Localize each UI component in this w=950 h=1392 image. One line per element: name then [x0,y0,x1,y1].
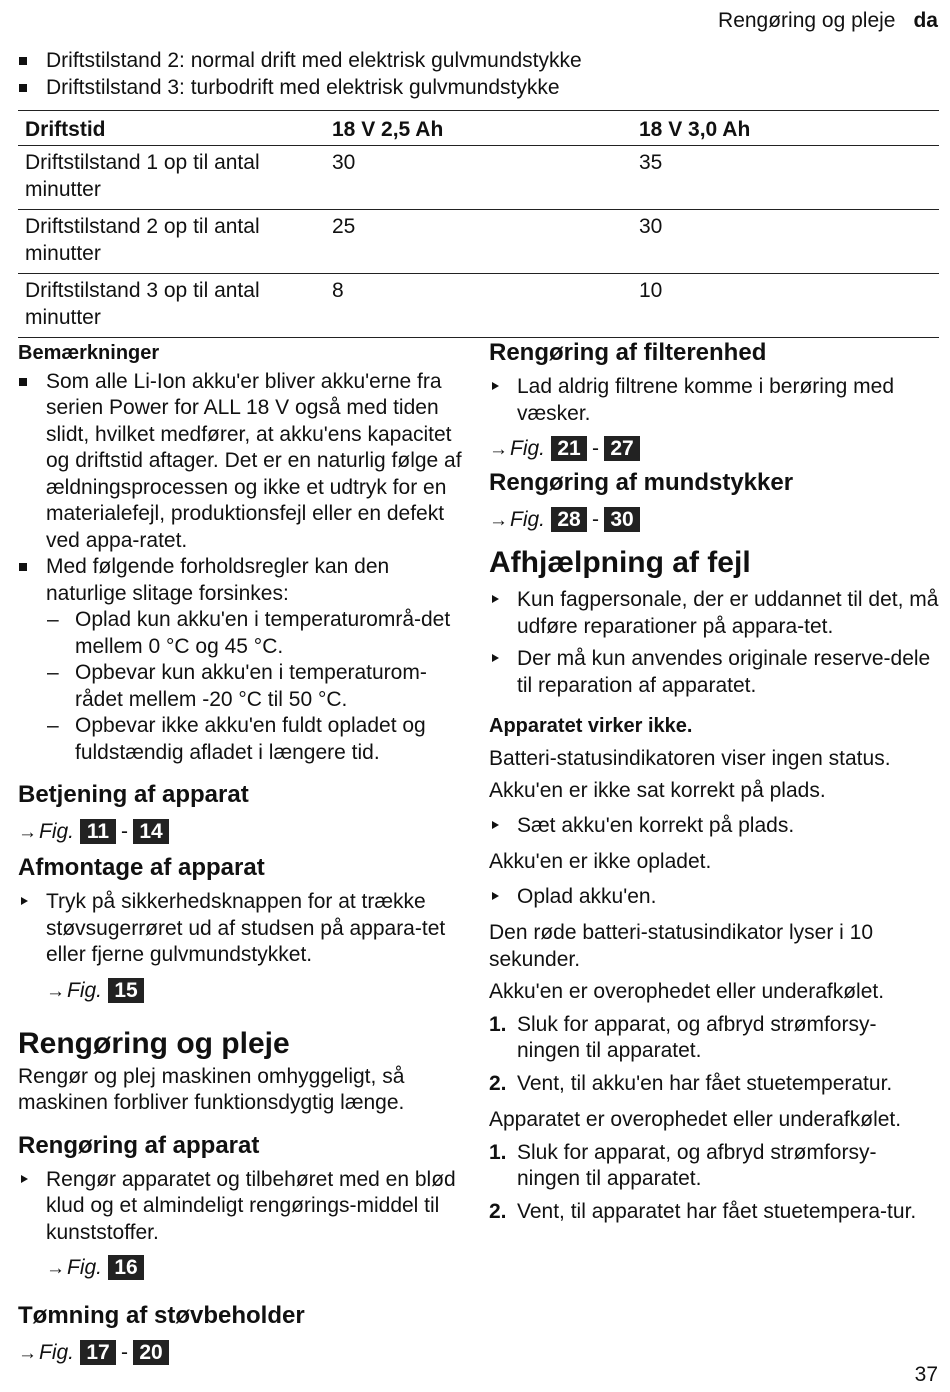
fault-text: Batteri-statusindikatoren viser ingen status. [489,746,891,770]
table-cell: Driftstilstand 2 op til antal minutter [25,215,260,265]
list-item: Som alle Li-Ion akku'er bliver akku'erne fra serien Power for ALL 18 V også med tiden slidt, hvilket medfører, at akku'ens kapacitet og driftstid aftager. Det er en naturlig følge af ældningsprocessen og ikke et udtryk for en materialefejl, produktionsfejl eller en defekt ved appa-ratet. [18,369,468,555]
table-row [18,146,939,210]
header-section: Rengøring og pleje [718,9,896,32]
instruction-item: Kun fagpersonale, der er uddannet til det, må udføre reparationer på appara-tet. [489,587,939,640]
figure-number: 14 [133,819,169,844]
right-column [489,336,939,1225]
figure-number: 28 [551,507,587,532]
figure-number: 11 [80,819,116,844]
table-cell: 10 [639,279,663,302]
arrow-icon: → [18,1343,37,1364]
sub-list-item: – Opbevar kun akku'en i temperaturom-rådet mellem -20 °C til 50 °C. [18,660,468,713]
mode-list [18,48,938,101]
fault-text: Akku'en er ikke sat korrekt på plads. [489,779,826,802]
table-header-row [18,111,939,146]
table-row [18,210,939,274]
figure-number: 16 [108,1255,144,1280]
nozzle-heading: Rengøring af mundstykker [489,469,794,496]
table-cell: 30 [332,151,356,174]
instruction-item: Der må kun anvendes originale reserve-dele til reparation af apparatet. [489,646,939,699]
arrow-icon: → [18,822,37,843]
runtime-table [18,110,939,338]
numbered-step: 1. Sluk for apparat, og afbryd strømforsy-ningen til apparatet. [489,1140,877,1190]
numbered-step: 2. Vent, til akku'en har fået stuetemperatur. [489,1071,893,1095]
table-row [18,274,939,338]
figure-reference: →Fig. 17 - 20 [18,1339,468,1368]
table-header: Driftstid [25,117,106,141]
operation-heading: Betjening af apparat [18,781,249,808]
figure-reference: →Fig. 28 - 30 [489,506,939,535]
running-header [718,8,938,35]
table-cell: 25 [332,215,356,238]
table-cell: 30 [639,215,663,238]
instruction-item: Sæt akku'en korrekt på plads. [489,813,939,840]
remarks-heading: Bemærkninger [18,342,160,364]
figure-number: 15 [108,978,144,1003]
figure-reference: →Fig. 11 - 14 [18,818,468,847]
table-header: 18 V 2,5 Ah [332,117,444,141]
figure-reference: →Fig. 15 [18,977,468,1006]
numbered-step: 2. Vent, til apparatet har fået stuetempera-tur. [489,1199,917,1223]
instruction-item: Lad aldrig filtrene komme i berøring med væsker. [489,374,939,427]
arrow-icon: → [46,980,65,1002]
figure-number: 17 [80,1340,116,1365]
arrow-icon: → [489,439,508,460]
instruction-item: Rengør apparatet og tilbehøret med en blød klud og et almindeligt rengørings-middel til kunststoffer. [18,1167,468,1247]
cleaning-heading: Rengøring og pleje [18,1026,290,1060]
empty-container-heading: Tømning af støvbeholder [18,1302,305,1329]
filter-heading: Rengøring af filterenhed [489,339,767,366]
numbered-step: 1. Sluk for apparat, og afbryd strømforsy-ningen til apparatet. [489,1012,877,1062]
fault-text: Akku'en er ikke opladet. [489,850,712,873]
table-header: 18 V 3,0 Ah [639,117,751,141]
figure-reference: →Fig. 16 [18,1254,468,1283]
table-cell: 35 [639,151,663,174]
fault-heading: Apparatet virker ikke. [489,715,693,737]
arrow-icon: → [489,510,508,531]
figure-number: 21 [551,436,587,461]
list-item: Driftstilstand 2: normal drift med elektrisk gulvmundstykke [18,48,938,75]
header-lang: da [913,9,938,32]
instruction-item: Tryk på sikkerhedsknappen for at trække støvsugerrøret ud af studsen på appara-tet eller fjerne gulvmundstykket. [18,889,468,969]
table-cell: 8 [332,279,344,302]
instruction-item: Oplad akku'en. [489,884,939,911]
table-cell: Driftstilstand 1 op til antal minutter [25,151,260,201]
fault-text: Apparatet er overophedet eller underafkølet. [489,1108,902,1131]
figure-number: 30 [604,507,640,532]
sub-list-item: – Opbevar ikke akku'en fuldt opladet og fuldstændig afladet i længere tid. [18,713,468,766]
figure-number: 20 [133,1340,169,1365]
table-cell: Driftstilstand 3 op til antal minutter [25,279,260,329]
figure-reference: →Fig. 21 - 27 [489,435,939,464]
fault-text: Akku'en er overophedet eller underafkølet. [489,980,885,1003]
fault-text: Den røde batteri-statusindikator lyser i 10 sekunder. [489,921,873,971]
list-item: Med følgende forholdsregler kan den naturlige slitage forsinkes: [18,554,468,607]
left-column [18,336,468,1372]
clean-device-heading: Rengøring af apparat [18,1131,260,1159]
figure-number: 27 [604,436,640,461]
cleaning-intro: Rengør og plej maskinen omhyggeligt, så maskinen forbliver funktionsdygtig længe. [18,1064,405,1114]
sub-list-item: – Oplad kun akku'en i temperaturområ-det mellem 0 °C og 45 °C. [18,607,468,660]
list-item: Driftstilstand 3: turbodrift med elektrisk gulvmundstykke [18,75,938,102]
arrow-icon: → [46,1258,65,1279]
dismount-heading: Afmontage af apparat [18,854,265,881]
troubleshooting-heading: Afhjælpning af fejl [489,546,751,579]
page-number: 37 [914,1362,938,1386]
